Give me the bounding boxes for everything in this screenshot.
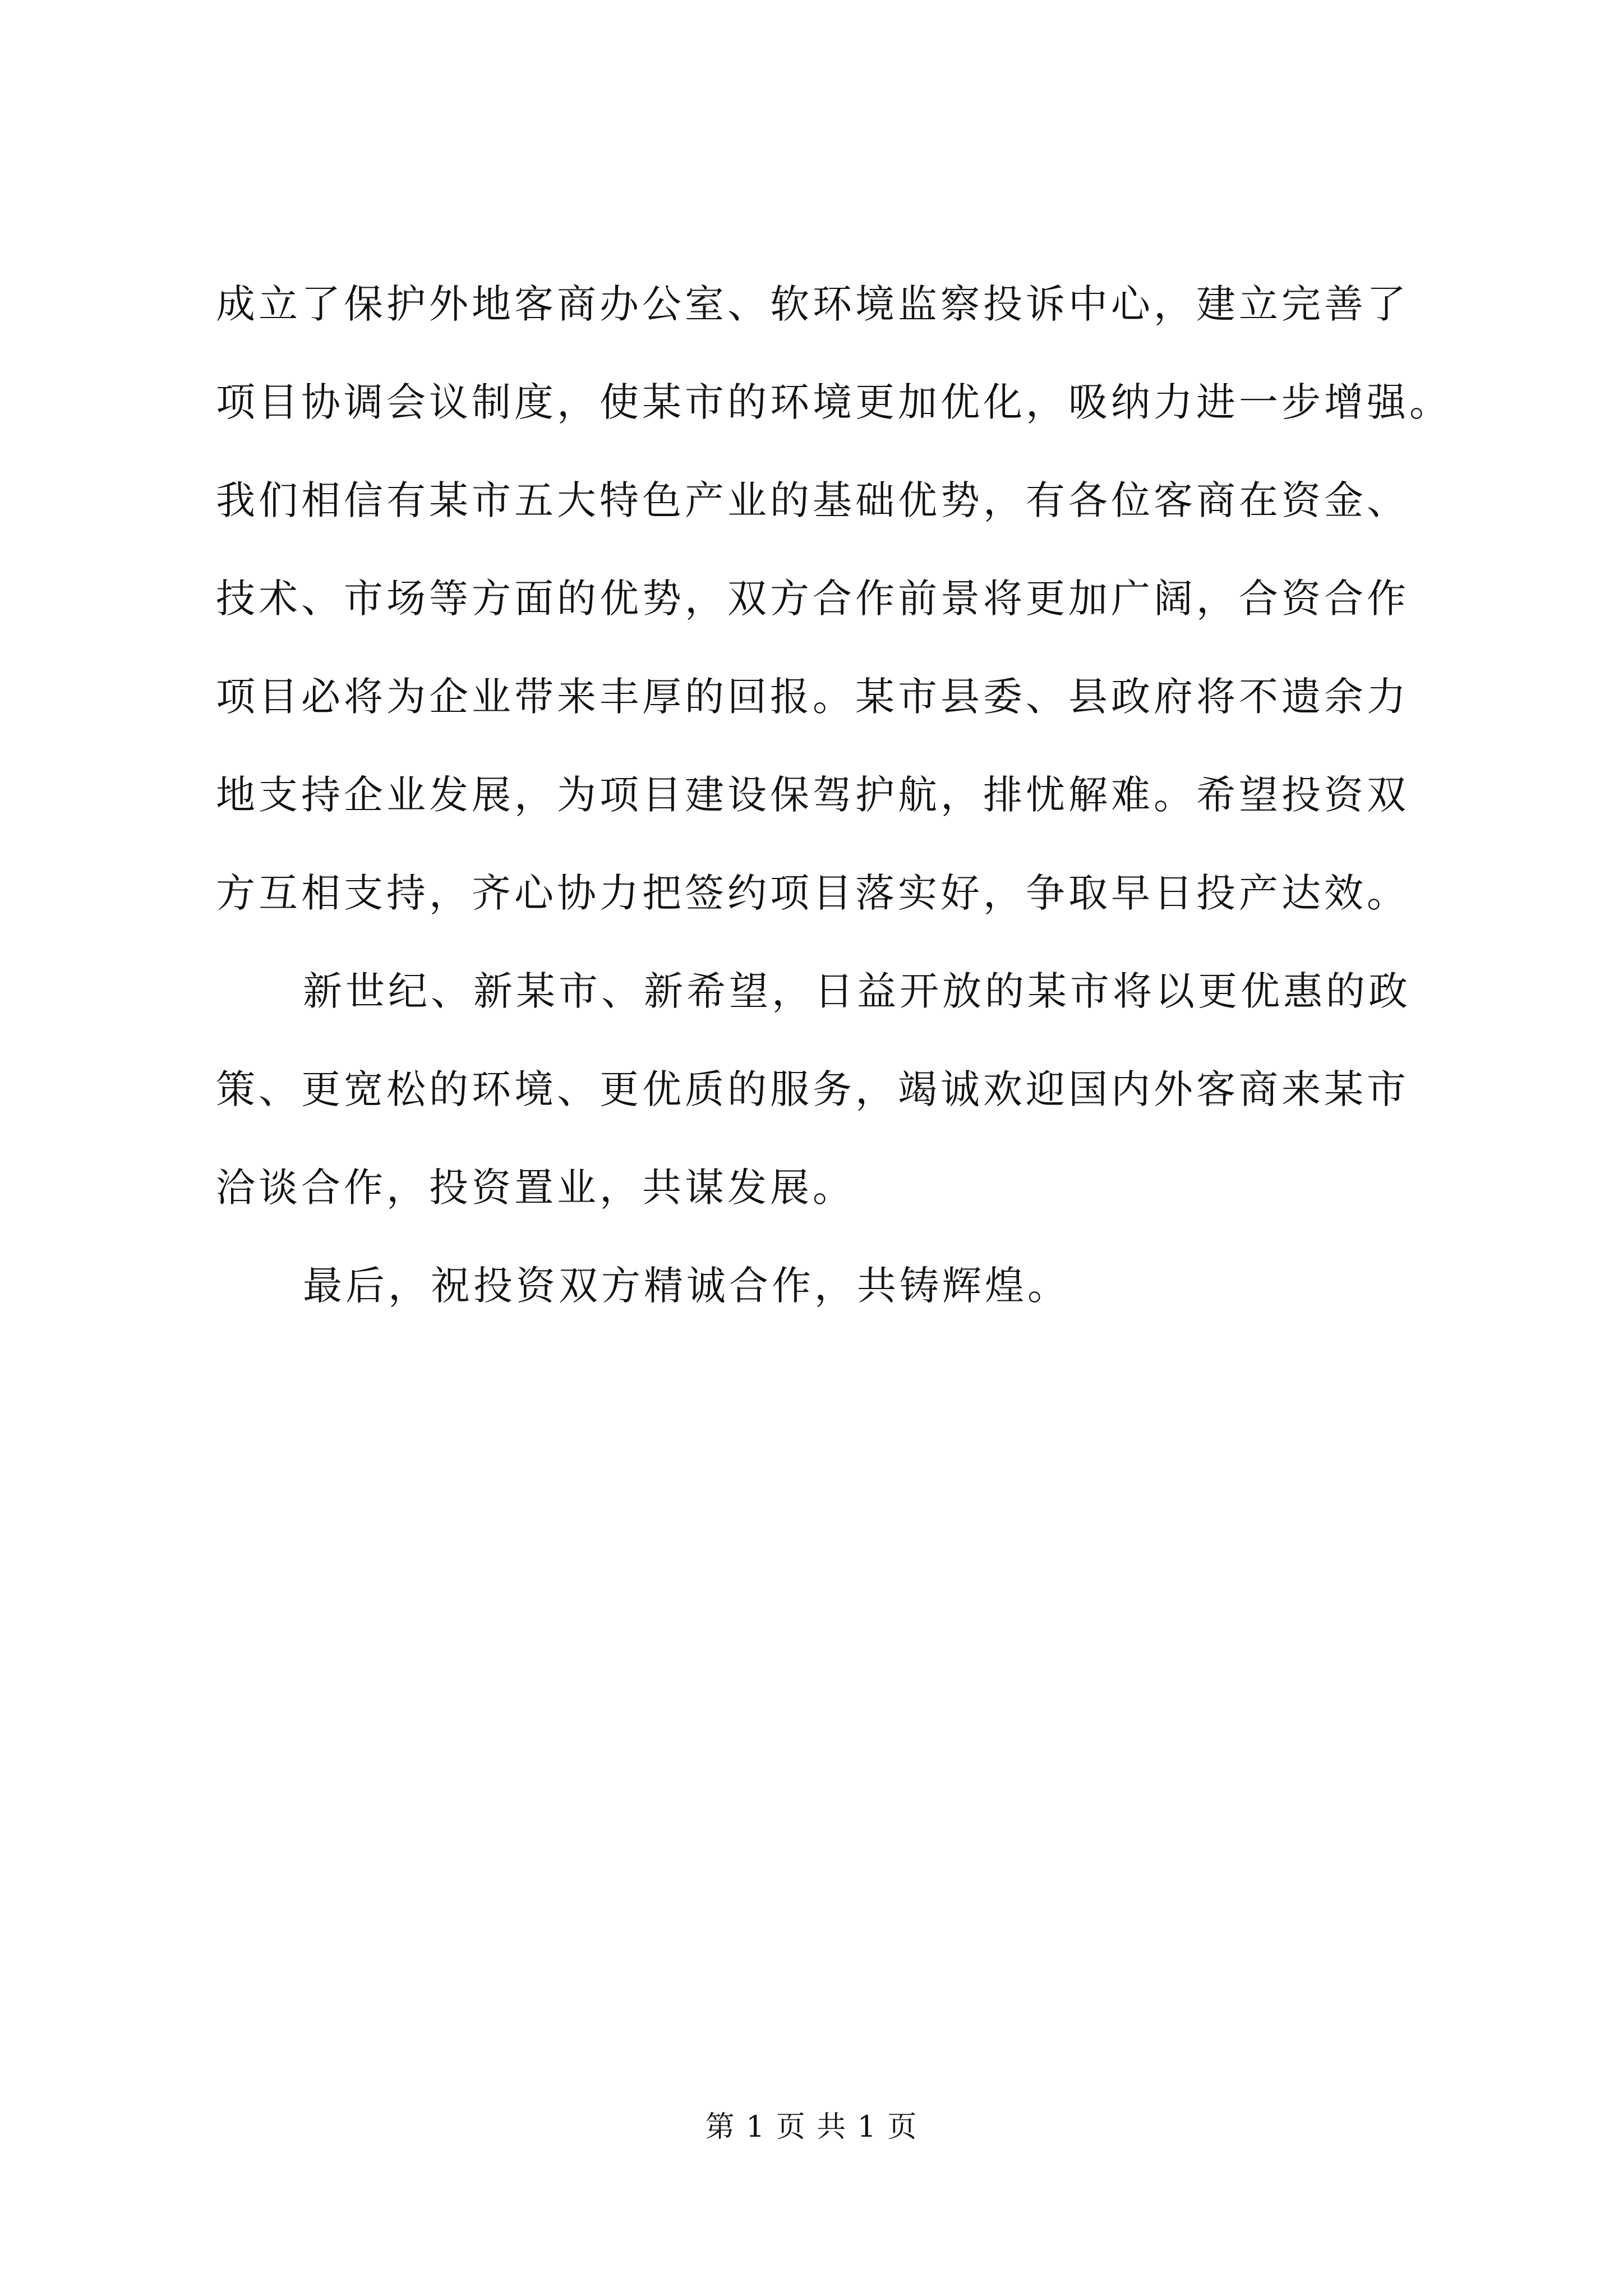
page-number-footer: 第 1 页 共 1 页 — [705, 2110, 918, 2144]
paragraph-start-line: 最后，祝投资双方精诚合作，共铸辉煌。 — [303, 1263, 1070, 1309]
text-line: 策、更宽松的环境、更优质的服务，竭诚欢迎国内外客商来某市 — [216, 1066, 1409, 1112]
text-line: 项目必将为企业带来丰厚的回报。某市县委、县政府将不遗余力 — [216, 674, 1409, 720]
text-line: 技术、市场等方面的优势，双方合作前景将更加广阔，合资合作 — [216, 576, 1409, 622]
text-line: 地支持企业发展，为项目建设保驾护航，排忧解难。希望投资双 — [216, 772, 1409, 818]
text-line: 洽谈合作，投资置业，共谋发展。 — [216, 1165, 855, 1211]
paragraph-start-line: 新世纪、新某市、新希望，日益开放的某市将以更优惠的政 — [303, 968, 1411, 1014]
text-line: 项目协调会议制度，使某市的环境更加优化，吸纳力进一步增强。 — [216, 379, 1452, 425]
document-body — [216, 255, 1452, 1335]
text-line: 我们相信有某市五大特色产业的基础优势，有各位客商在资金、 — [216, 477, 1409, 523]
text-line: 方互相支持，齐心协力把签约项目落实好，争取早日投产达效。 — [216, 870, 1409, 916]
text-line: 成立了保护外地客商办公室、软环境监察投诉中心，建立完善了 — [216, 281, 1409, 327]
